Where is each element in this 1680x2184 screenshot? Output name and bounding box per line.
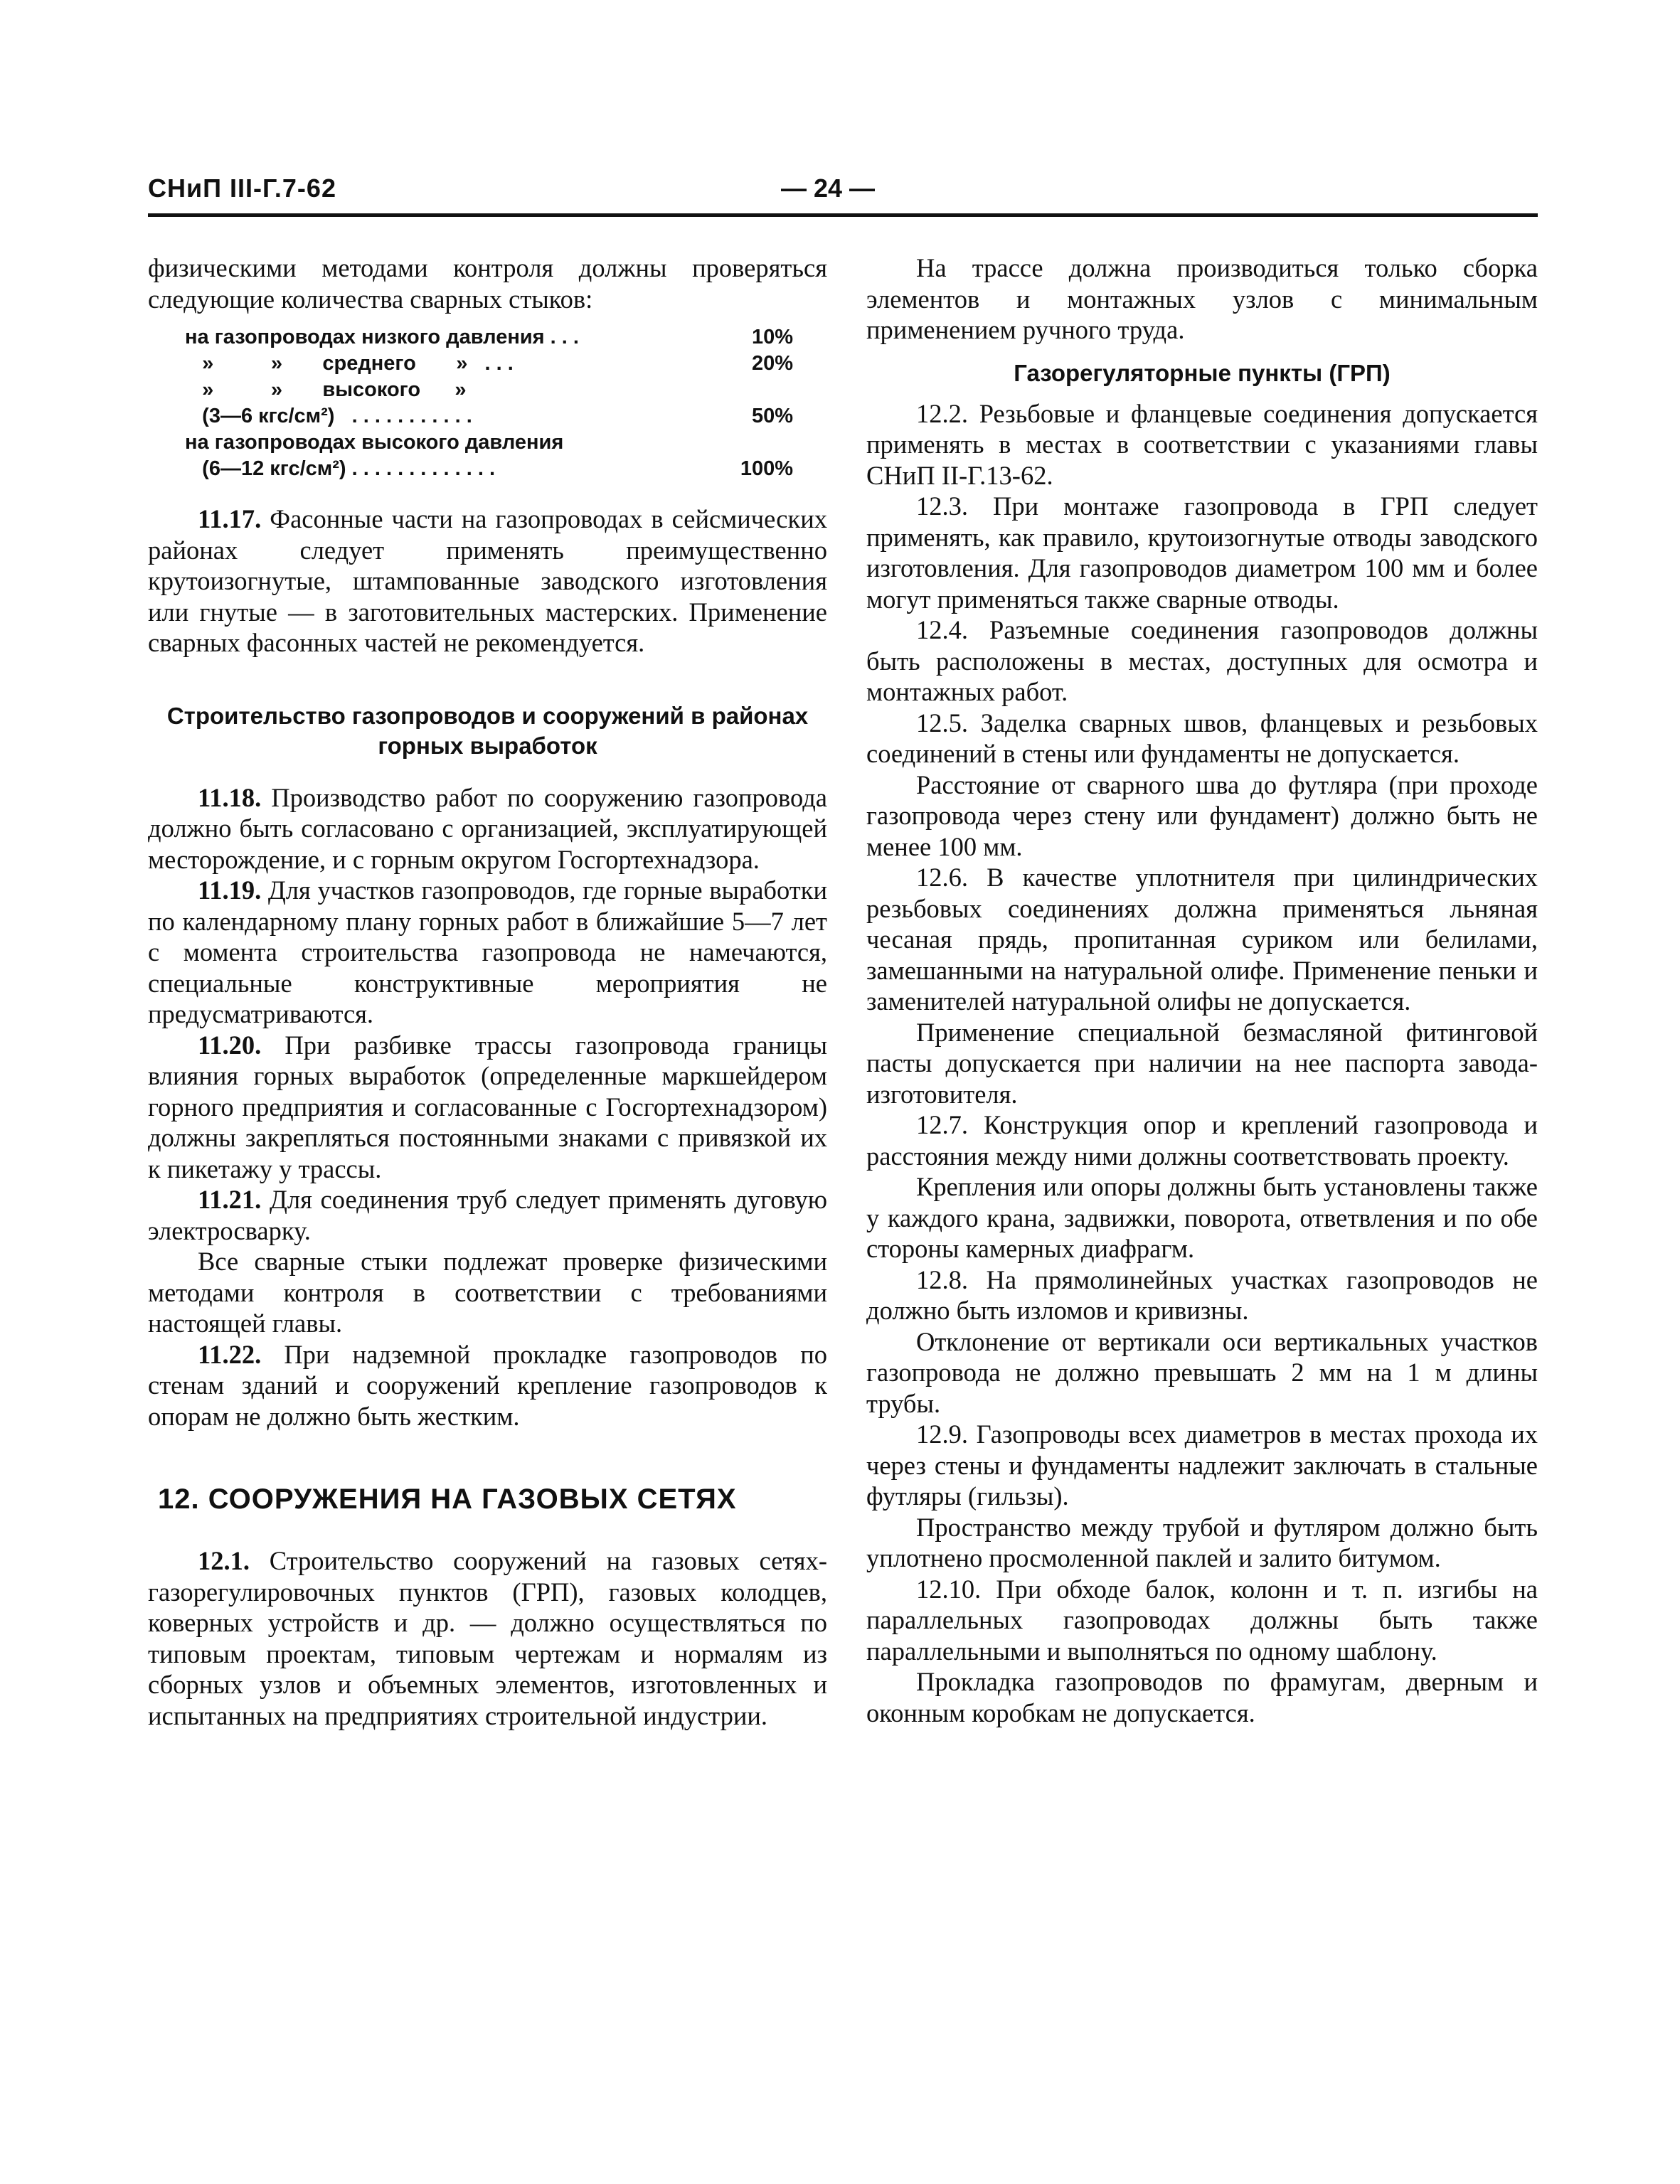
clause-text: При обходе балок, колонн и т. п. изгибы на параллельных газопроводах должны быть также параллельными и выполняться по одному шаблону.: [866, 1574, 1538, 1666]
page-number: — 24 —: [781, 174, 876, 203]
clause-12-5: [866, 708, 1538, 769]
subsection-heading: Строительство газопроводов и сооружений в районах горных выработок: [166, 702, 809, 759]
rate-value: 10%: [751, 326, 793, 348]
rate-label: » » среднего » . . .: [185, 352, 514, 375]
rate-value: 100%: [740, 457, 793, 480]
clause-12-6-continued: Применение специальной безмасляной фитинговой пасты допускается при наличии на нее паспорта завода-изготовителя.: [866, 1017, 1538, 1109]
clause-number: 12.10.: [916, 1574, 982, 1604]
rate-label: » » высокого »: [185, 378, 467, 401]
clause-number: 11.19.: [198, 875, 262, 905]
header-rule: [148, 213, 1538, 217]
clause-text: В качестве уплотнителя при цилиндрических резьбовых соединениях должна применяться льняная чесаная прядь, пропитанная суриком или белилами, замешанными на натуральной олифе. Применение пеньки и заменителей натуральной олифы не допускается.: [866, 863, 1538, 1016]
clause-12-10-continued: Прокладка газопроводов по фрамугам, дверным и оконным коробкам не допускается.: [866, 1667, 1538, 1727]
clause-11-21: [148, 1184, 827, 1246]
inspection-rates-list: [185, 324, 793, 482]
clause-text: При надземной прокладке газопроводов по стенам зданий и сооружений крепление газопроводов к опорам не должно быть жестким.: [148, 1339, 827, 1431]
clause-number: 12.9.: [916, 1419, 968, 1449]
clause-12-7-continued: Крепления или опоры должны быть установлены также у каждого крана, задвижки, поворота, ответвления и по обе стороны камерных диафрагм.: [866, 1172, 1538, 1263]
clause-11-19: [148, 875, 827, 1030]
clause-11-21-continued: Все сварные стыки подлежат проверке физическими методами контроля в соответствии с требованиями настоящей главы.: [148, 1247, 827, 1338]
rate-row: [185, 324, 793, 351]
rate-row: [185, 403, 793, 430]
rate-label: (6—12 кгс/см²) . . . . . . . . . . . . .: [185, 457, 496, 480]
page-header: [148, 174, 1538, 216]
right-column: [866, 252, 1538, 1728]
clause-12-10: [866, 1574, 1538, 1667]
rate-label: на газопроводах высокого давления: [185, 431, 564, 454]
clause-12-5-continued: Расстояние от сварного шва до футляра (при проходе газопровода через стену или фундамент) должно быть не менее 100 мм.: [866, 769, 1538, 861]
clause-text: При разбивке трассы газопровода границы влияния горных выработок (определенные маркшейдером горного предприятия и согласованные с Госгортехнадзором) должны закрепляться постоянными знаками с привязкой их к пикетажу у трассы.: [148, 1030, 827, 1183]
subsection-heading: Газорегуляторные пункты (ГРП): [1014, 359, 1391, 386]
clause-11-18: [148, 782, 827, 875]
clause-number: 12.4.: [916, 615, 968, 644]
clause-text: Разъемные соединения газопроводов должны быть расположены в местах, доступных для осмотра и монтажных работ.: [866, 615, 1538, 706]
rate-row: [185, 351, 793, 377]
rate-row: [185, 430, 793, 456]
clause-text: Для соединения труб следует применять дуговую электросварку.: [148, 1185, 827, 1245]
clause-number: 11.22.: [198, 1339, 262, 1369]
clause-text: Фасонные части на газопроводах в сейсмических районах следует применять преимущественно крутоизогнутые, штампованные заводского изготовления или гнутые — в заготовительных мастерских. Применение сварных фасонных частей не рекомендуется.: [148, 504, 827, 657]
clause-number: 11.21.: [198, 1185, 262, 1214]
clause-number: 12.6.: [916, 863, 968, 892]
rate-value: 50%: [751, 405, 793, 427]
clause-number: 11.18.: [198, 782, 262, 812]
clause-11-20: [148, 1030, 827, 1185]
section-heading: 12. СООРУЖЕНИЯ НА ГАЗОВЫХ СЕТЯХ: [158, 1483, 737, 1515]
clause-text: Строительство сооружений на газовых сетях-газорегулировочных пунктов (ГРП), газовых колодцев, коверных устройств и др. — должно осуществляться по типовым проектам, типовым чертежам и нормалям из сборных узлов и объемных элементов, изготовленных и испытанных на предприятиях строительной индустрии.: [148, 1546, 827, 1730]
clause-number: 12.8.: [916, 1264, 968, 1294]
clause-number: 12.5.: [916, 708, 968, 737]
clause-12-6: [866, 862, 1538, 1017]
clause-12-8: [866, 1264, 1538, 1326]
clause-text: При монтаже газопровода в ГРП следует применять, как правило, крутоизогнутые отводы заводского изготовления. Для газопроводов диаметром 100 мм и более могут применяться также сварные отводы.: [866, 491, 1538, 614]
clause-12-9: [866, 1419, 1538, 1512]
clause-number: 12.3.: [916, 491, 968, 521]
clause-number: 12.7.: [916, 1110, 968, 1139]
clause-number: 11.20.: [198, 1030, 262, 1060]
document-code: СНиП III-Г.7-62: [148, 174, 336, 203]
rate-row: [185, 377, 793, 403]
clause-12-3: [866, 491, 1538, 614]
clause-12-9-continued: Пространство между трубой и футляром должно быть уплотнено просмоленной паклей и залито битумом.: [866, 1512, 1538, 1572]
clause-text: Для участков газопроводов, где горные выработки по календарному плану горных работ в ближайшие 5—7 лет с момента строительства газопровода не намечаются, специальные конструктивные мероприятия не предусматриваются.: [148, 875, 827, 1028]
clause-11-17: [148, 504, 827, 659]
clause-12-4: [866, 614, 1538, 708]
clause-12-7: [866, 1109, 1538, 1171]
clause-11-22: [148, 1339, 827, 1432]
intro-paragraph: физическими методами контроля должны проверяться следующие количества сварных стыков:: [148, 253, 827, 314]
clause-text: Заделка сварных швов, фланцевых и резьбовых соединений в стены или фундаменты не допускается.: [866, 708, 1538, 768]
rate-label: на газопроводах низкого давления . . .: [185, 326, 579, 348]
clause-12-1: [148, 1545, 827, 1731]
clause-12-2: [866, 398, 1538, 491]
clause-text: Производство работ по сооружению газопровода должно быть согласовано с организацией, эксплуатирующей месторождение, и с горным округом Госгортехнадзора.: [148, 782, 827, 874]
clause-text: Газопроводы всех диаметров в местах прохода их через стены и фундаменты надлежит заключать в стальные футляры (гильзы).: [866, 1419, 1538, 1511]
rate-row: [185, 456, 793, 482]
rate-label: (3—6 кгс/см²) . . . . . . . . . . .: [185, 405, 472, 427]
clause-number: 12.1.: [198, 1546, 250, 1575]
clause-text: Конструкция опор и креплений газопровода и расстояния между ними должны соответствовать проекту.: [866, 1110, 1538, 1171]
clause-number: 11.17.: [198, 504, 262, 533]
clause-12-8-continued: Отклонение от вертикали оси вертикальных участков газопровода не должно превышать 2 мм на 1 м длины трубы.: [866, 1326, 1538, 1418]
clause-text: Резьбовые и фланцевые соединения допускается применять в местах в соответствии с указаниями главы СНиП II-Г.13-62.: [866, 398, 1538, 490]
clause-text: На прямолинейных участках газопроводов не должно быть изломов и кривизны.: [866, 1264, 1538, 1325]
rate-value: 20%: [751, 352, 793, 375]
left-column: [148, 252, 827, 1731]
assembly-paragraph: На трассе должна производиться только сборка элементов и монтажных узлов с минимальным применением ручного труда.: [866, 253, 1538, 344]
clause-number: 12.2.: [916, 398, 968, 428]
